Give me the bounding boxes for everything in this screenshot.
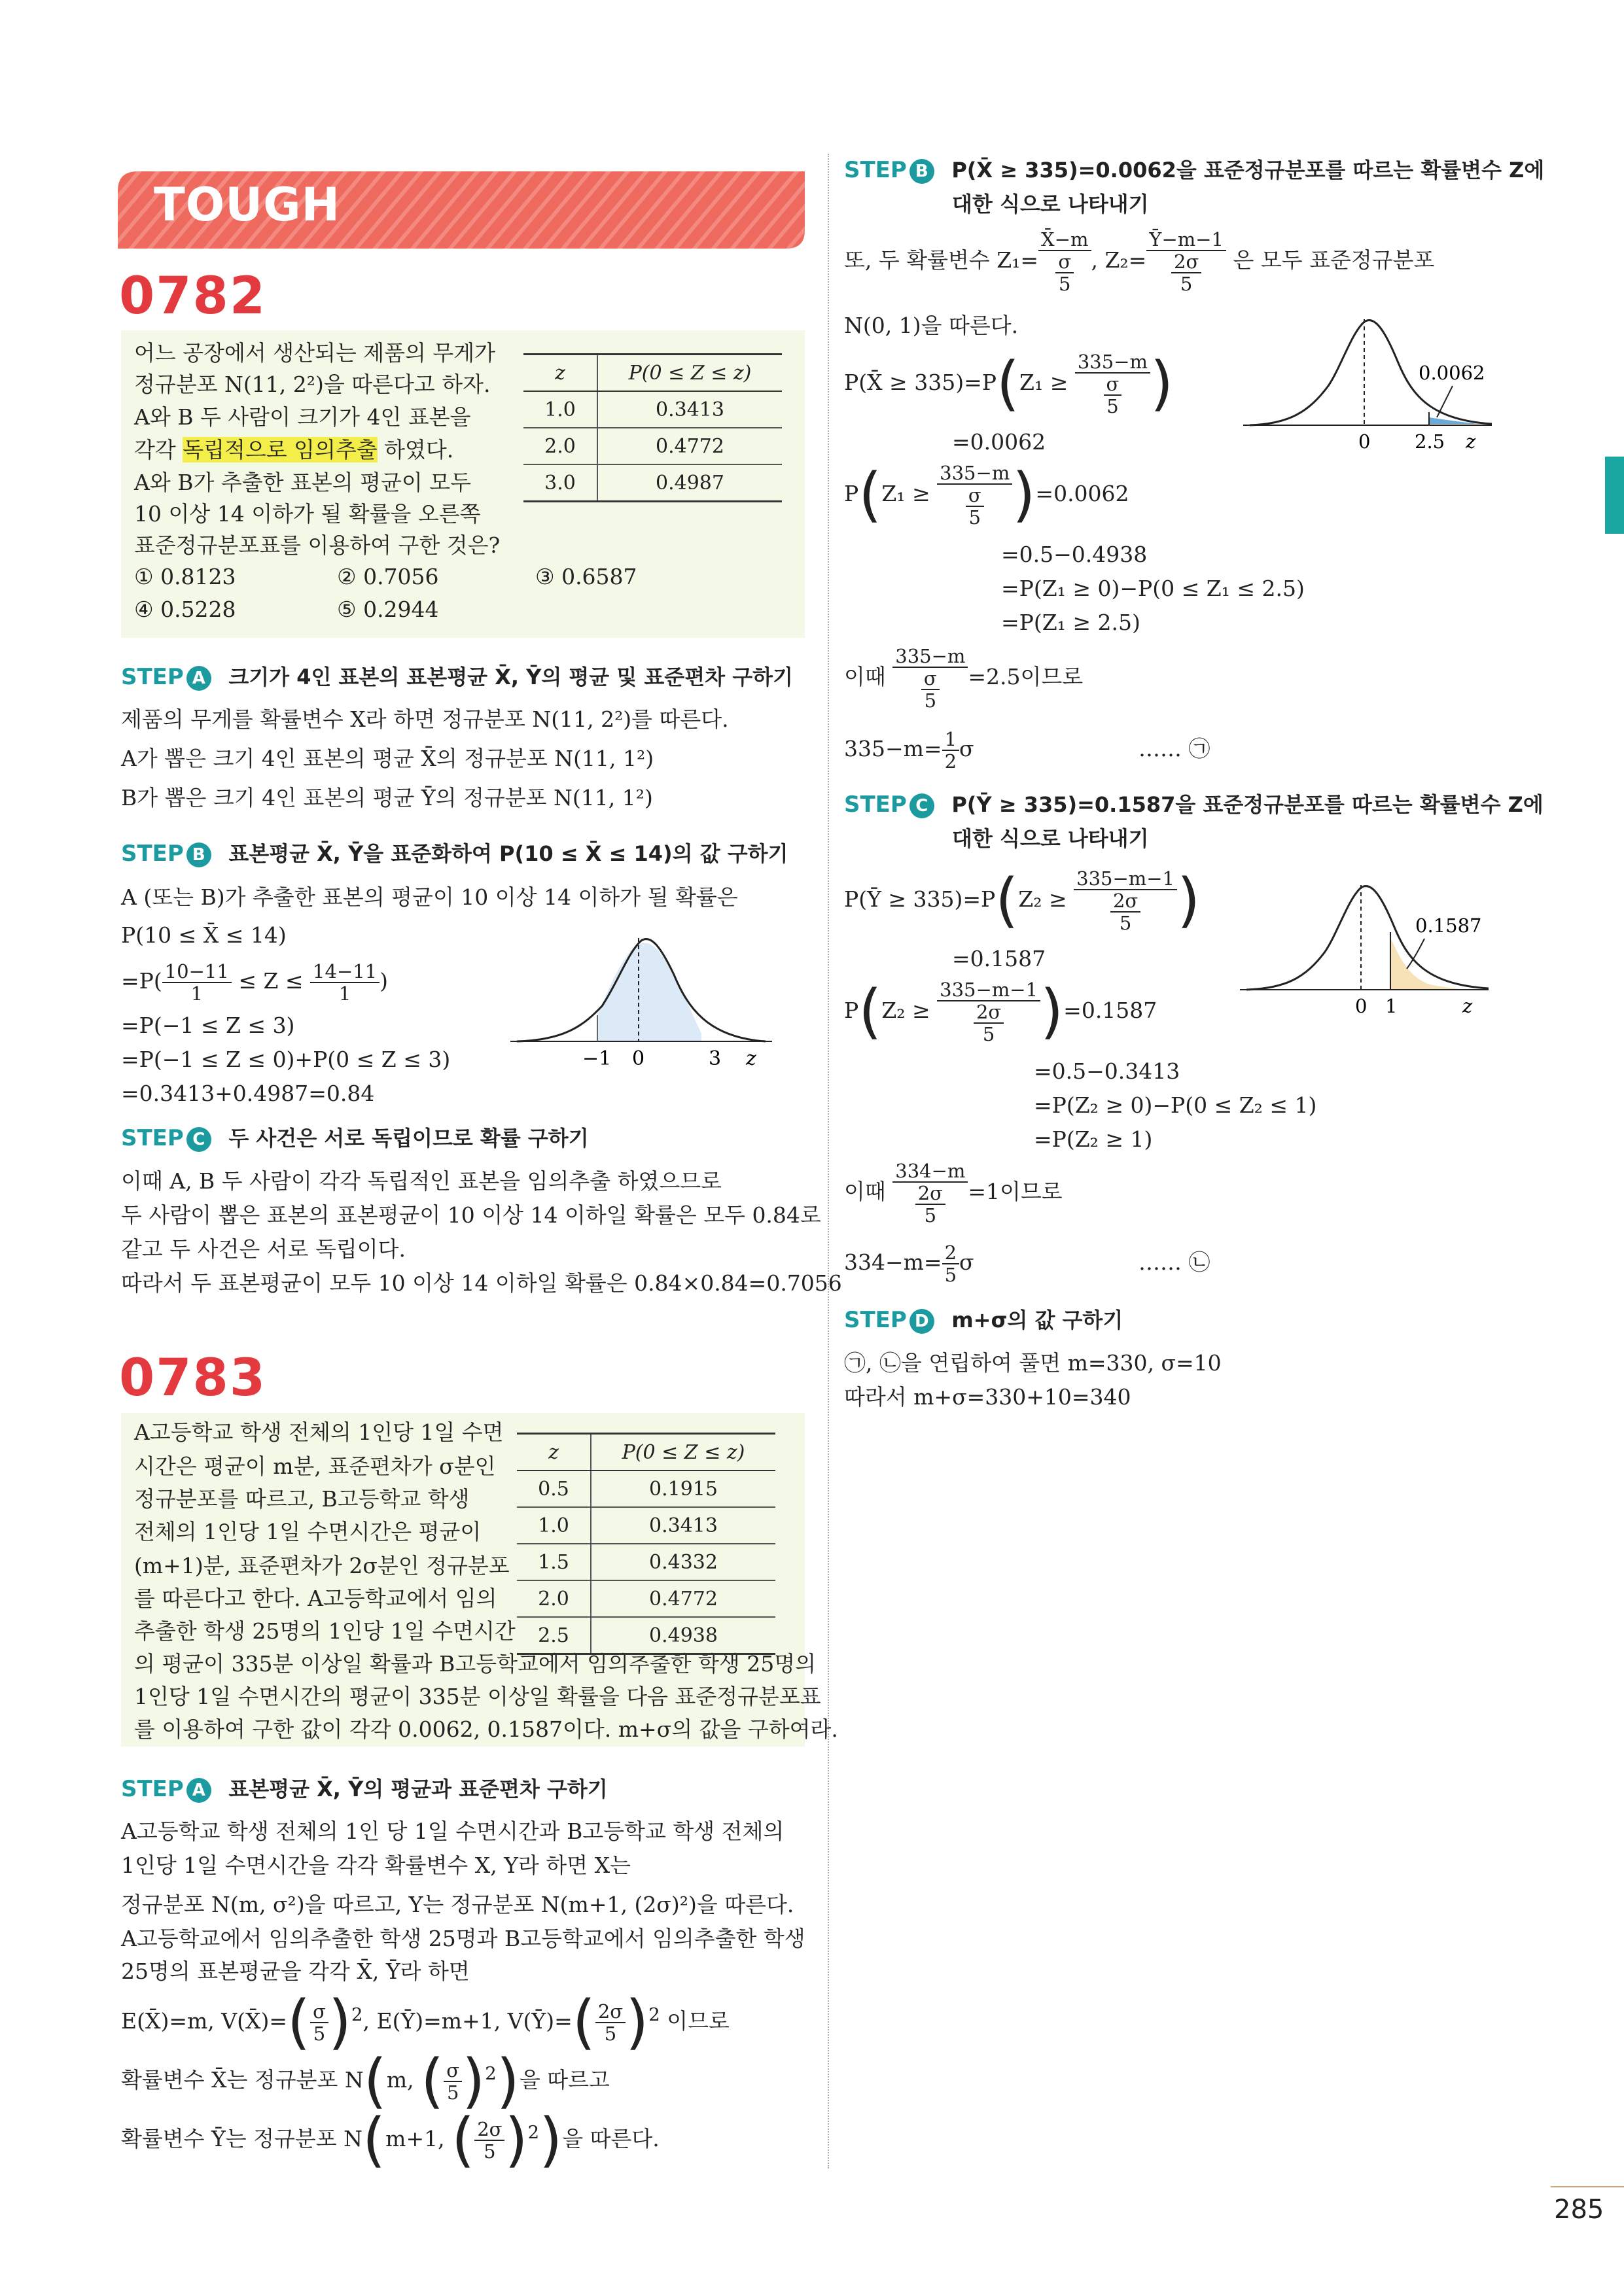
fraction: $\frac{335-m}{\frac{\sigma}{5}}$: [937, 462, 1012, 528]
solution-line: 제품의 무게를 확률변수 X라 하면 정규분포 N(11, 2²)를 따른다.: [121, 706, 729, 732]
table-cell: 1.5: [517, 1544, 591, 1580]
tough-label: TOUGH: [154, 178, 341, 232]
fraction: $\frac{10-11}{1}$: [162, 961, 232, 1004]
problem-line: 정규분포 N(11, 2²)을 따른다고 하자.: [134, 372, 491, 397]
choice-2: ② 0.7056: [337, 564, 439, 589]
table-cell: 0.4938: [591, 1617, 775, 1654]
table-header: P(0 ≤ Z ≤ z): [597, 355, 782, 392]
table-cell: 1.0: [517, 1507, 591, 1544]
tick-label: 1: [1385, 995, 1398, 1017]
bell-curve: [1246, 886, 1489, 990]
table-cell: 0.5: [517, 1470, 591, 1507]
problem-line: 어느 공장에서 생산되는 제품의 무게가: [134, 340, 496, 366]
step-a-header: STEP A 크기가 4인 표본의 표본평균 X̄, Ȳ의 평균 및 표준편차 구하기: [121, 664, 793, 690]
step-a-badge: A: [186, 666, 211, 691]
step-title-cont: 대한 식으로 나타내기: [952, 192, 1149, 217]
fraction: $\frac{335-m}{\frac{\sigma}{5}}$: [1075, 351, 1150, 417]
solution-line: A가 뽑은 크기 4인 표본의 평균 X̄의 정규분포 N(11, 1²): [121, 746, 654, 771]
step-title: 표본평균 X̄, Ȳ을 표준화하여 P(10 ≤ X̄ ≤ 14)의 값 구하기: [228, 841, 788, 866]
fraction: $\frac{2}{5}$: [942, 1242, 959, 1285]
fraction: $\frac{\sigma}{5}$: [444, 2060, 462, 2103]
solution-line: 1인당 1일 수면시간을 각각 확률변수 X, Y라 하면 X는: [121, 1852, 631, 1878]
step-b-header: STEP B 표본평균 X̄, Ȳ을 표준화하여 P(10 ≤ X̄ ≤ 14)의 값 구하기: [121, 841, 788, 867]
table-cell: 1.0: [523, 391, 597, 428]
problem-line: 를 따른다고 한다. A고등학교에서 임의: [134, 1586, 497, 1611]
step-title: 표본평균 X̄, Ȳ의 평균과 표준편차 구하기: [228, 1777, 608, 1801]
choice-4: ④ 0.5228: [134, 597, 236, 622]
fraction: $\frac{335-m}{\frac{\sigma}{5}}$: [892, 646, 968, 711]
problem-line: 의 평균이 335분 이상일 확률과 B고등학교에서 임의추출한 학생 25명의: [134, 1651, 816, 1677]
problem-line: 10 이상 14 이하가 될 확률을 오른쪽: [134, 501, 481, 527]
step-title-cont: 대한 식으로 나타내기: [952, 826, 1149, 851]
fraction: $\frac{14-11}{1}$: [310, 961, 380, 1004]
step-title: 두 사건은 서로 독립이므로 확률 구하기: [228, 1126, 589, 1151]
solution-line: =P(Z₁ ≥ 0)−P(0 ≤ Z₁ ≤ 2.5): [1001, 576, 1305, 601]
equation-marker: …… ㉡: [1139, 1249, 1210, 1275]
step-d-badge: D: [909, 1309, 934, 1334]
tick-label: 2.5: [1415, 430, 1445, 453]
solution-line: 따라서 두 표본평균이 모두 10 이상 14 이하일 확률은 0.84×0.84=0.7056: [121, 1270, 842, 1296]
pointer-arrow: [1437, 386, 1453, 417]
problem-line: 를 이용하여 구한 값이 각각 0.0062, 0.1587이다. m+σ의 값을 구하여라.: [134, 1716, 838, 1742]
table-cell: 3.0: [523, 464, 597, 502]
solution-line: B가 뽑은 크기 4인 표본의 평균 Ȳ의 정규분포 N(11, 1²): [121, 785, 653, 810]
solution-line: N(0, 1)을 따른다.: [844, 313, 1019, 338]
solution-line: P(X̄ ≥ 335)=P(Z₁ ≥ $\frac{335-m}{\frac{\sigma}{5}}$ ): [844, 349, 1174, 418]
axis-label: z: [1462, 995, 1473, 1017]
fraction: $\frac{X̄-m}{\frac{\sigma}{5}}$: [1038, 229, 1091, 294]
step-c-badge: C: [909, 793, 934, 818]
shaded-area: [597, 943, 701, 1041]
problem-number-0783: 0783: [119, 1349, 267, 1408]
column-divider: [828, 154, 829, 2168]
page-number: 285: [1554, 2195, 1604, 2225]
prob-label: 0.1587: [1415, 914, 1482, 937]
step-title: P(X̄ ≥ 335)=0.0062을 표준정규분포를 따르는 확률변수 Z에: [951, 158, 1545, 183]
equation-marker: …… ㉠: [1139, 736, 1210, 761]
table-cell: 2.0: [517, 1580, 591, 1617]
table-cell: 0.4772: [597, 428, 782, 464]
table-header: z: [523, 355, 597, 392]
prob-label: 0.0062: [1419, 362, 1485, 384]
fraction: $\frac{335-m-1}{\frac{2\sigma}{5}}$: [937, 979, 1040, 1045]
table-cell: 2.0: [523, 428, 597, 464]
solution-line: 이때 A, B 두 사람이 각각 독립적인 표본을 임의추출 하였으므로: [121, 1168, 722, 1194]
solution-line: P(Z₁ ≥ $\frac{335-m}{\frac{\sigma}{5}}$ )=0.0062: [844, 461, 1129, 529]
solution-line: E(X̄)=m, V(X̄)=( $\frac{\sigma}{5}$ )$^2$, E(Ȳ)=m+1, V(Ȳ)=( $\frac{2\sigma}{5}$ )$^2$ 이므로: [121, 1988, 730, 2057]
solution-line: 같고 두 사건은 서로 독립이다.: [121, 1236, 406, 1262]
normal-table-0783: [517, 1433, 775, 1655]
fraction: $\frac{2\sigma}{5}$: [595, 2001, 626, 2044]
step-title: 크기가 4인 표본의 표본평균 X̄, Ȳ의 평균 및 표준편차 구하기: [228, 665, 793, 689]
tick-label: 0: [632, 1047, 645, 1070]
fraction: $\frac{2\sigma}{5}$: [474, 2119, 504, 2162]
fraction: $\frac{334-m}{\frac{2\sigma}{5}}$: [892, 1160, 968, 1226]
fraction: $\frac{1}{2}$: [942, 729, 959, 772]
problem-line: 시간은 평균이 m분, 표준편차가 σ분인: [134, 1453, 496, 1479]
solution-line: =P(Z₁ ≥ 2.5): [1001, 610, 1140, 635]
fraction: $\frac{\sigma}{5}$: [310, 2001, 328, 2044]
solution-line: =0.0062: [952, 429, 1046, 455]
step-c-header: STEP C 두 사건은 서로 독립이므로 확률 구하기: [121, 1125, 589, 1151]
solution-line: 이때 $\frac{335-m}{\frac{\sigma}{5}}$ =2.5이므로: [844, 645, 1084, 712]
problem-line: 1인당 1일 수면시간의 평균이 335분 이상일 확률을 다음 표준정규분포표: [134, 1684, 821, 1709]
step-b-badge: B: [909, 159, 934, 184]
solution-line: =P(Z₂ ≥ 0)−P(0 ≤ Z₂ ≤ 1): [1034, 1092, 1317, 1118]
problem-line: 각각 독립적으로 임의추출 하였다.: [134, 437, 454, 462]
problem-line: A와 B가 추출한 표본의 평균이 모두: [134, 470, 471, 495]
solution-line: 정규분포 N(m, σ²)을 따르고, Y는 정규분포 N(m+1, (2σ)²)을 따른다.: [121, 1892, 794, 1917]
step-c-header: STEP C P(Ȳ ≥ 335)=0.1587을 표준정규분포를 따르는 확률변수 Z에: [844, 791, 1544, 818]
solution-line: 두 사람이 뽑은 표본의 표본평균이 10 이상 14 이하일 확률은 모두 0.84로: [121, 1202, 821, 1228]
table-cell: 0.4987: [597, 464, 782, 502]
solution-line: A고등학교에서 임의추출한 학생 25명과 B고등학교에서 임의추출한 학생: [121, 1926, 805, 1951]
solution-line: P(Z₂ ≥ $\frac{335-m-1}{\frac{2\sigma}{5}}$ )=0.1587: [844, 977, 1157, 1046]
fraction: $\frac{Ȳ-m-1}{\frac{2\sigma}{5}}$: [1146, 229, 1226, 294]
problem-line: 추출한 학생 25명의 1인당 1일 수면시간: [134, 1618, 516, 1644]
solution-line: P(10 ≤ X̄ ≤ 14): [121, 922, 287, 948]
fraction: $\frac{335-m-1}{\frac{2\sigma}{5}}$: [1074, 868, 1177, 933]
solution-line: 확률변수 X̄는 정규분포 N(m, ( $\frac{\sigma}{5}$ )$^2$)을 따르고: [121, 2047, 610, 2115]
normal-curve-graph-783b: [1243, 314, 1492, 458]
step-title: P(Ȳ ≥ 335)=0.1587을 표준정규분포를 따르는 확률변수 Z에: [951, 792, 1544, 817]
side-tab: [1605, 457, 1624, 534]
solution-line: =0.5−0.3413: [1034, 1058, 1180, 1084]
problem-line: 전체의 1인당 1일 수면시간은 평균이: [134, 1519, 482, 1544]
solution-line: 335−m= $\frac{1}{2}$ σ: [844, 728, 974, 773]
solution-line: =P( $\frac{10-11}{1}$ ≤ Z ≤ $\frac{14-11}{1}$ ): [121, 960, 389, 1005]
solution-line: =0.5−0.4938: [1001, 542, 1148, 567]
step-d-header: STEP D m+σ의 값 구하기: [844, 1307, 1123, 1333]
problem-line: 정규분포를 따르고, B고등학교 학생: [134, 1486, 470, 1512]
choice-5: ⑤ 0.2944: [337, 597, 439, 622]
solution-line: 25명의 표본평균을 각각 X̄, Ȳ라 하면: [121, 1958, 470, 1984]
solution-line: 이때 $\frac{334-m}{\frac{2\sigma}{5}}$ =1이므로: [844, 1160, 1063, 1226]
axis-label: z: [746, 1047, 756, 1070]
solution-line: A고등학교 학생 전체의 1인 당 1일 수면시간과 B고등학교 학생 전체의: [121, 1818, 785, 1844]
solution-line: =P(−1 ≤ Z ≤ 3): [121, 1013, 295, 1038]
problem-line: (m+1)분, 표준편차가 2σ분인 정규분포: [134, 1553, 510, 1578]
page-number-rule: [1551, 2186, 1624, 2187]
solution-line: 334−m= $\frac{2}{5}$ σ: [844, 1242, 974, 1286]
step-a-badge: A: [186, 1778, 211, 1803]
problem-number-0782: 0782: [119, 267, 267, 326]
normal-curve-graph-0782: [510, 929, 772, 1076]
choice-1: ① 0.8123: [134, 564, 236, 589]
tick-label: −1: [582, 1047, 612, 1070]
table-cell: 0.3413: [597, 391, 782, 428]
tick-label: 3: [709, 1047, 722, 1070]
table-cell: 0.4332: [591, 1544, 775, 1580]
tick-label: 0: [1358, 430, 1371, 453]
step-title: m+σ의 값 구하기: [951, 1308, 1123, 1332]
axis-label: z: [1466, 430, 1476, 453]
solution-line: =P(Z₂ ≥ 1): [1034, 1126, 1153, 1152]
table-header: P(0 ≤ Z ≤ z): [591, 1434, 775, 1471]
solution-line: =0.3413+0.4987=0.84: [121, 1081, 375, 1106]
table-cell: 0.4772: [591, 1580, 775, 1617]
choice-3: ③ 0.6587: [535, 564, 637, 589]
table-cell: 2.5: [517, 1617, 591, 1654]
solution-line: =P(−1 ≤ Z ≤ 0)+P(0 ≤ Z ≤ 3): [121, 1047, 451, 1072]
normal-curve-graph-783c: [1240, 880, 1489, 1024]
step-b-badge: B: [186, 843, 211, 867]
solution-line: 따라서 m+σ=330+10=340: [844, 1384, 1131, 1410]
solution-line: 확률변수 Ȳ는 정규분포 N(m+1, ( $\frac{2\sigma}{5}$ )$^2$)을 따른다.: [121, 2106, 660, 2174]
step-a-header: STEP A 표본평균 X̄, Ȳ의 평균과 표준편차 구하기: [121, 1776, 608, 1802]
highlight: 독립적으로 임의추출: [183, 437, 378, 462]
tick-label: 0: [1355, 995, 1368, 1017]
solution-line: P(Ȳ ≥ 335)=P(Z₂ ≥ $\frac{335-m-1}{\frac{2\sigma}{5}}$ ): [844, 866, 1201, 935]
step-b-header: STEP B P(X̄ ≥ 335)=0.0062을 표준정규분포를 따르는 확률변수 Z에: [844, 157, 1545, 183]
solution-line: A (또는 B)가 추출한 표본의 평균이 10 이상 14 이하가 될 확률은: [121, 884, 738, 910]
problem-line: 표준정규분포표를 이용하여 구한 것은?: [134, 532, 501, 558]
problem-line: A와 B 두 사람이 크기가 4인 표본을: [134, 404, 471, 430]
table-cell: 0.3413: [591, 1507, 775, 1544]
table-cell: 0.1915: [591, 1470, 775, 1507]
solution-line: 또, 두 확률변수 Z₁= $\frac{X̄-m}{\frac{\sigma}{5}}$ , Z₂= $\frac{Ȳ-m-1}{\frac{2\sigma}{5}}$ 은 모두 표준정규분포: [844, 228, 1435, 295]
table-header: z: [517, 1434, 591, 1471]
solution-line: ㉠, ㉡을 연립하여 풀면 m=330, σ=10: [844, 1350, 1222, 1376]
problem-line: A고등학교 학생 전체의 1인당 1일 수면: [134, 1419, 504, 1445]
step-c-badge: C: [186, 1127, 211, 1152]
normal-table-0782: [523, 353, 782, 502]
solution-line: =0.1587: [952, 946, 1046, 971]
